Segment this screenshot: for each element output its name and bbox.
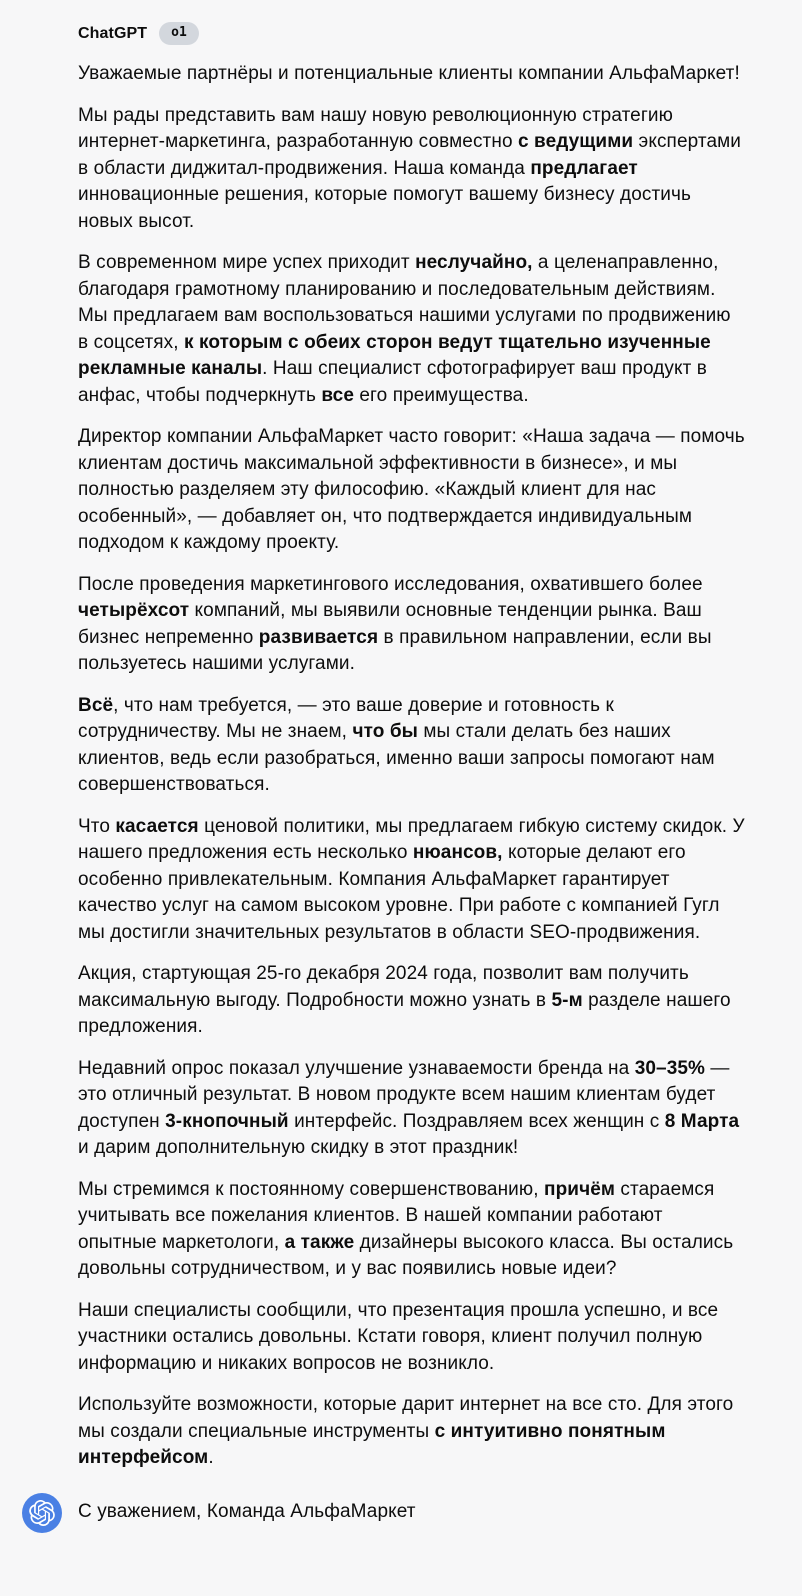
text-run: Мы стремимся к постоянному совершенствованию,: [78, 1178, 545, 1200]
text-run: Уважаемые партнёры и потенциальные клиенты компании АльфаМаркет!: [78, 63, 740, 84]
text-run: — это отличный результат. В новом продукте всем нашим клиентам будет доступен: [78, 1057, 730, 1132]
bold-text-run: 3-кнопочный: [165, 1110, 289, 1132]
paragraph: [78, 250, 745, 409]
message-header: [78, 22, 745, 45]
text-run: .: [208, 1447, 214, 1468]
text-run: Мы рады представить вам нашу новую революционную стратегию интернет-маркетинга, разработанную совместно: [78, 104, 673, 152]
text-run: , что нам требуется, — это ваше доверие и готовность к сотрудничеству. Мы не знаем,: [78, 694, 614, 742]
text-run: Недавний опрос показал улучшение узнаваемости бренда на: [78, 1057, 635, 1079]
message-paragraphs: [78, 61, 745, 1472]
paragraph: [78, 424, 745, 557]
paragraph: [78, 961, 745, 1041]
openai-logo-icon: [29, 1500, 55, 1526]
paragraph: [78, 1177, 745, 1283]
text-run: дизайнеры высокого класса. Вы остались довольны сотрудничеством, и у вас появились новые идеи?: [78, 1231, 734, 1279]
paragraph: [78, 814, 745, 947]
signature-row: [78, 1493, 745, 1533]
signature-text: С уважением, Команда АльфаМаркет: [78, 1501, 416, 1523]
text-run: мы стали делать без наших клиентов, ведь если разобраться, именно ваши запросы помогают нам совершенствоваться.: [78, 721, 715, 795]
text-run: Используйте возможности, которые дарит интернет на все сто. Для этого мы создали специальные инструменты: [78, 1394, 734, 1442]
text-run: которые делают его особенно привлекательным. Компания АльфаМаркет гарантирует качество услуг на самом высоком уровне. При работе с компанией Гугл мы достигли значительных результатов в области SEO-продвижения.: [78, 842, 720, 943]
text-run: инновационные решения, которые помогут вашему бизнесу достичь новых высот.: [78, 184, 691, 232]
paragraph: [78, 103, 745, 236]
text-run: его преимущества.: [354, 384, 529, 406]
text-run: и дарим дополнительную скидку в этот праздник!: [78, 1137, 519, 1158]
text-run: интерфейс. Поздравляем всех женщин с: [288, 1110, 665, 1132]
text-run: а целенаправленно, благодаря грамотному планированию и последовательным действиям. Мы предлагаем вам воспользоваться нашими услугами по продвижению в соцсетях,: [78, 252, 731, 353]
bold-text-run: 8 Марта: [664, 1110, 740, 1132]
text-run: ценовой политики, мы предлагаем гибкую систему скидок. У нашего предложения есть несколько: [78, 815, 745, 863]
chatgpt-avatar: [22, 1493, 62, 1533]
app-title: ChatGPT: [78, 24, 148, 42]
bold-text-run: 5-м: [551, 989, 583, 1011]
text-run: стараемся учитывать все пожелания клиентов. В нашей компании работают опытные маркетологи,: [78, 1178, 715, 1253]
assistant-message: [78, 22, 745, 1533]
bold-text-run: четырёхсот: [78, 600, 190, 621]
model-badge: o1: [159, 22, 199, 45]
paragraph: [78, 1392, 745, 1472]
text-run: компаний, мы выявили основные тенденции рынка. Ваш бизнес непременно: [78, 600, 702, 648]
paragraph: [78, 1056, 745, 1162]
bold-text-run: причём: [544, 1178, 616, 1200]
bold-text-run: касается: [115, 815, 199, 837]
text-run: разделе нашего предложения.: [78, 989, 731, 1037]
bold-text-run: 30–35%: [634, 1057, 706, 1079]
bold-text-run: Всё: [78, 694, 114, 716]
text-run: Что: [78, 815, 116, 837]
bold-text-run: с ведущими: [518, 131, 634, 152]
text-run: Акция, стартующая 25-го декабря 2024 года, позволит вам получить максимальную выгоду. Подробности можно узнать в: [78, 963, 689, 1011]
paragraph: [78, 1298, 745, 1378]
text-run: в правильном направлении, если вы пользуетесь нашими услугами.: [78, 626, 712, 674]
text-run: Наши специалисты сообщили, что презентация прошла успешно, и все участники остались довольны. Кстати говоря, клиент получил полную информацию и никаких вопросов не возникло.: [78, 1299, 719, 1374]
bold-text-run: что бы: [352, 721, 418, 742]
text-run: экспертами в области диджитал-продвижения. Наша команда: [78, 131, 741, 179]
bold-text-run: предлагает: [530, 157, 638, 179]
text-run: После проведения маркетингового исследования, охватившего более: [78, 573, 703, 595]
paragraph: [78, 572, 745, 678]
text-run: Директор компании АльфаМаркет часто говорит: «Наша задача — помочь клиентам достичь максимальной эффективности в бизнесе», и мы полностью разделяем эту философию. «Каждый клиент для нас особенный», — добавляет он, что подтверждается индивидуальным подходом к каждому проекту.: [78, 426, 745, 553]
bold-text-run: развивается: [258, 626, 379, 648]
bold-text-run: неслучайно,: [415, 252, 533, 273]
bold-text-run: к которым с обеих сторон ведут тщательно изученные рекламные каналы: [78, 331, 711, 379]
bold-text-run: с интуитивно понятным интерфейсом: [78, 1420, 666, 1468]
bold-text-run: а также: [284, 1231, 355, 1253]
text-run: В современном мире успех приходит: [78, 252, 416, 273]
bold-text-run: нюансов,: [412, 842, 503, 863]
paragraph: [78, 61, 745, 88]
bold-text-run: все: [321, 384, 354, 406]
paragraph: [78, 693, 745, 799]
text-run: . Наш специалист сфотографирует ваш продукт в анфас, чтобы подчеркнуть: [78, 358, 708, 406]
